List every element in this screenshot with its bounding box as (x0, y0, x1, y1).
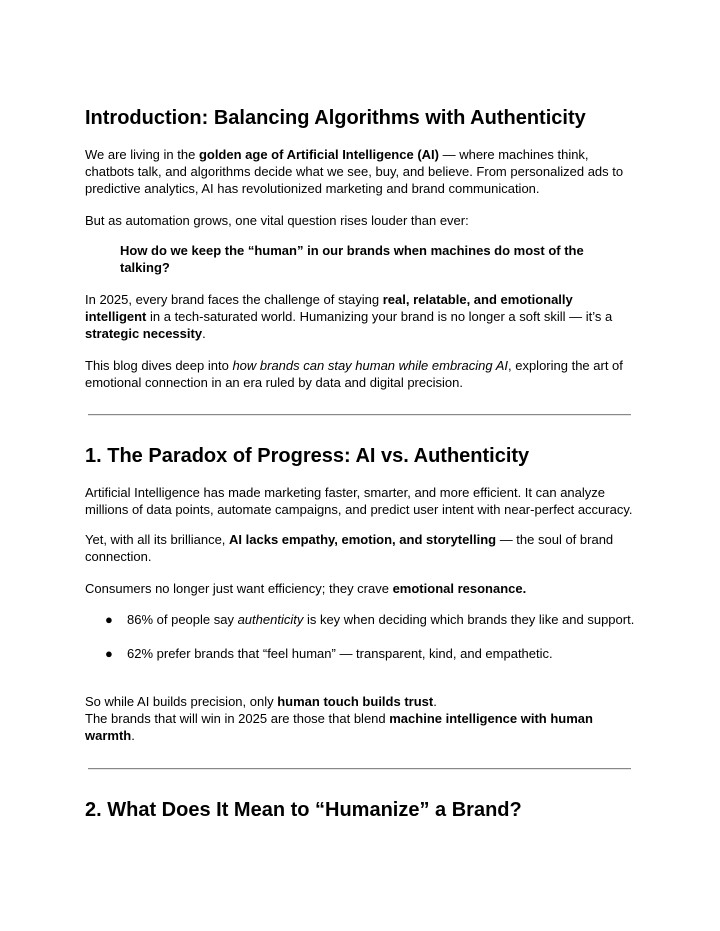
bullet-icon: ● (105, 646, 113, 661)
bold-text: human touch builds trust (277, 694, 434, 709)
section-1-heading: 1. The Paradox of Progress: AI vs. Authenticity (85, 445, 530, 467)
intro-heading: Introduction: Balancing Algorithms with Authenticity (85, 107, 586, 129)
bold-text: machine intelligence with human warmth (85, 711, 593, 743)
section-1-paragraph-4: So while AI builds precision, only human touch builds trust. The brands that will win in 2025 are those that blend machine intelligence with human warmth. (85, 694, 593, 743)
italic-text: how brands can stay human while embracing AI (232, 358, 508, 373)
intro-paragraph-2: But as automation grows, one vital question rises louder than ever: (85, 213, 469, 228)
bold-text: golden age of Artificial Intelligence (AI) (198, 147, 439, 162)
bullet-icon: ● (105, 612, 113, 627)
intro-paragraph-1: We are living in the golden age of Artificial Intelligence (AI) — where machines think, chatbots talk, and algorithms decide what we see, buy, and believe. From personalized ads to predictive analytics, AI has revolutionized marketing and brand communication. (85, 147, 624, 196)
horizontal-divider (88, 414, 631, 416)
bold-text: AI lacks empathy, emotion, and storytelling (229, 532, 497, 547)
bullet-list-item: ● 62% prefer brands that “feel human” — transparent, kind, and empathetic. (105, 646, 553, 661)
italic-text: authenticity (237, 612, 304, 627)
bullet-list-item: ● 86% of people say authenticity is key when deciding which brands they like and support. (105, 612, 635, 627)
section-1-paragraph-1: Artificial Intelligence has made marketing faster, smarter, and more efficient. It can analyze millions of data points, automate campaigns, and predict user intent with near-perfect accuracy. (85, 485, 633, 517)
intro-paragraph-3: In 2025, every brand faces the challenge of staying real, relatable, and emotionally intelligent in a tech-saturated world. Humanizing your brand is no longer a soft skill — it’s a strategic necessity. (85, 292, 613, 341)
bold-text: strategic necessity (85, 326, 203, 341)
section-1-paragraph-3: Consumers no longer just want efficiency; they crave emotional resonance. (85, 581, 527, 596)
intro-paragraph-4: This blog dives deep into how brands can stay human while embracing AI, exploring the art of emotional connection in an era ruled by data and digital precision. (85, 358, 623, 390)
bold-text: emotional resonance. (392, 581, 527, 596)
bold-text: real, relatable, and emotionally intelligent (85, 292, 573, 324)
intro-quote: How do we keep the “human” in our brands when machines do most of the talking? (120, 243, 584, 275)
horizontal-divider (88, 768, 631, 770)
section-2-heading: 2. What Does It Mean to “Humanize” a Brand? (85, 799, 522, 821)
section-1-paragraph-2: Yet, with all its brilliance, AI lacks empathy, emotion, and storytelling — the soul of brand connection. (85, 532, 614, 564)
